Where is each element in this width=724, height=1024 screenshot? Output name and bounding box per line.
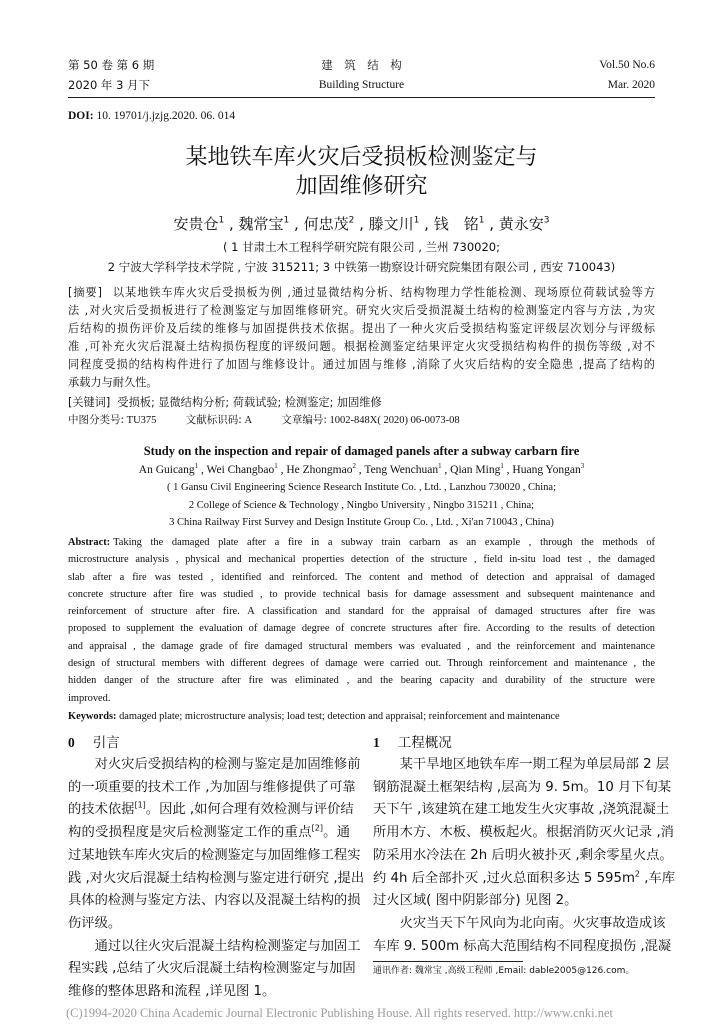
text-line (373, 777, 672, 800)
abstract-label: Abstract: (68, 537, 111, 548)
text-line (68, 320, 655, 338)
clc-label: 中图分类号: (68, 414, 125, 426)
doc-code-value: A (241, 415, 253, 426)
doc-code-label: 文献标识码: (185, 414, 242, 426)
title-line-2: 加固维修研究 (295, 174, 428, 199)
classification (68, 413, 460, 428)
section-1-title: 工程概况 (397, 735, 452, 751)
author: 滕文川 (368, 215, 414, 233)
text-segment: 法 ,对火灾后受损板进行了检测鉴定与加固维修研究。研究火灾后受损混凝土结构的检测鉴定内容与方法 ,为灾 (68, 304, 655, 317)
text-line (373, 868, 676, 891)
text-segment: 防采用水冷法在 2h 后明火被扑灭 ,剩余零星火点。 (373, 847, 673, 863)
article-title (68, 143, 655, 201)
volume-issue: 第 50 卷 第 6 期 (68, 58, 155, 72)
author: Wei Changbao (206, 464, 275, 476)
text-line (68, 754, 361, 777)
keywords-en-value: damaged plate; microstructure analysis; load test; detection and appraisal; reinforcement and maintenance (116, 711, 560, 722)
text-segment: 过火区域( 图中阴影部分) 见图 2。 (373, 893, 578, 909)
text-line (68, 777, 356, 800)
keywords-cn-value: 受损板; 显微结构分析; 荷载试验; 检测鉴定; 加固维修 (117, 396, 382, 409)
section-0-title: 引言 (92, 735, 120, 751)
title-en: Study on the inspection and repair of damaged panels after a subway carbarn fire (143, 444, 580, 458)
text-line (68, 620, 655, 637)
author: He Zhongmao (286, 464, 353, 476)
text-segment: improved. (68, 692, 111, 704)
text-segment: 伤评级。 (68, 915, 122, 931)
affiliation-cn-2: 2 宁波大学科学技术学院 , 宁波 315211; 3 中铁第一勘察设计研究院集团有限公司 , 西安 710043) (107, 260, 616, 274)
text-line (373, 822, 674, 845)
author: 何忠茂 (303, 215, 349, 233)
section-0-heading (68, 734, 120, 752)
affiliation-en-2: 2 College of Science & Technology , Ningbo University , Ningbo 315211 , China; (188, 500, 535, 511)
text-segment: ,车库 (639, 870, 676, 886)
issue-date-en: Mar. 2020 (607, 79, 655, 91)
citation-superscript: [2] (311, 823, 323, 833)
text-segment: 火灾当天下午风向为北向南。火灾事故造成该 (373, 915, 666, 931)
text-segment: 具体的检测与鉴定方法、内容以及混凝土结构的损 (68, 893, 361, 909)
text-segment: 。因此 ,如何合理有效检测与评价结 (145, 802, 354, 818)
text-line (68, 551, 655, 568)
footnote: 通讯作者: 魏常宝 ,高级工程师 ,Email: dable2005@126.com。 (373, 966, 635, 976)
text-line (68, 958, 356, 981)
author-affiliation-mark: 1 (274, 463, 278, 471)
text-segment: 维修的整体思路和流程 ,详见图 1。 (68, 984, 276, 1000)
author-affiliation-mark: 1 (283, 215, 290, 226)
article-no-label: 文章编号: (281, 414, 327, 426)
author-affiliation-mark: 1 (194, 463, 199, 471)
doi-value: 10. 19701/j.jzjg.2020. 06. 014 (93, 110, 236, 122)
text-line (68, 603, 655, 620)
text-segment: 某干旱地区地铁车库一期工程为单层局部 2 层 (373, 757, 670, 772)
section-1-body (373, 754, 676, 958)
section-0-body (68, 754, 365, 1004)
text-line (68, 890, 361, 913)
authors-cn: 安贵仓$^1$ , 魏常宝$^1$ , 何忠茂$^2$ , 滕文川$^1$ , 钱 铭$^1$ , 黄永安$^3$ (173, 215, 550, 233)
author: Qian Ming (450, 464, 501, 476)
text-line (68, 284, 655, 302)
citation-superscript: [1] (134, 800, 146, 810)
text-segment: concrete structure after fire was studied , to provide technical basis for damage assessment and subsequent maintenance and (68, 588, 655, 600)
text-line (68, 638, 655, 655)
text-line (68, 936, 361, 959)
text-line (68, 655, 655, 672)
abstract-en (68, 534, 655, 707)
text-segment: 的一项重要的技术工作 ,为加固与维修提供了可靠 (68, 779, 356, 795)
text-segment: reinforcement of structure after fire. A classification and standard for the appraisal of damaged structures after fire was (68, 606, 655, 618)
text-segment: 同程度受损的结构构件进行了加固与维修设计。通过加固与维修 ,消除了火灾后结构的安全隐患 ,提高了结构的 (68, 358, 655, 371)
text-segment: 钢筋混凝土框架结构 ,层高为 9. 5m。10 月下旬某 (373, 779, 672, 795)
text-segment: 对火灾后受损结构的检测与鉴定是加固维修前 (68, 757, 361, 772)
footnote-rule (373, 961, 523, 962)
article-no-value: 1002-848X( 2020) 06-0073-08 (326, 415, 460, 426)
text-segment: 过某地铁车库火灾后的检测鉴定与加固维修工程实 (68, 847, 361, 863)
text-line (68, 534, 655, 551)
keywords-cn (68, 395, 382, 410)
abstract-label: [摘要] (68, 286, 102, 299)
text-segment: design of structural members with different degrees of damage were carried out. Through reinforcement and maintenance , the (68, 658, 655, 670)
text-line (68, 569, 655, 586)
text-line (373, 754, 670, 777)
text-segment: 程实践 ,总结了火灾后混凝土结构检测鉴定与加固 (68, 961, 356, 977)
text-line (373, 936, 672, 959)
author: An Guicang (138, 464, 195, 476)
text-segment: 以某地铁车库火灾后受损板为例 ,通过显微结构分析、结构物理力学性能检测、现场原位荷载试验等方 (111, 286, 655, 299)
authors-en: An Guicang$^1$ , Wei Changbao$^1$ , He Zhongmao$^2$ , Teng Wenchuan$^1$ , Qian Ming$^1$ , Huang Yongan$^3$ (138, 463, 585, 476)
doi-label: DOI: (68, 110, 94, 122)
affiliation-cn-1: ( 1 甘肃土木工程科学研究院有限公司 , 兰州 730020; (222, 240, 500, 254)
text-line (68, 845, 361, 868)
keywords-cn-label: [关键词] (68, 396, 111, 409)
author-affiliation-mark: 1 (500, 463, 504, 471)
text-segment: 后结构的损伤评价及后续的维修与加固提供技术依据。提出了一种火灾后受损结构鉴定评级层次划分与评级标 (68, 322, 655, 335)
text-line (68, 799, 354, 822)
text-line (68, 356, 655, 374)
text-line (68, 338, 655, 356)
keywords-en-label: Keywords: (68, 711, 117, 722)
text-segment: hidden danger of the structure after fire was eliminated , and the bearing capacity and durability of the structure were (68, 675, 655, 687)
text-segment: 的技术依据 (68, 802, 135, 818)
volume-issue-en: Vol.50 No.6 (599, 59, 655, 71)
author-affiliation-mark: 1 (218, 215, 225, 226)
text-line (68, 374, 655, 392)
section-0-number: 0 (68, 735, 75, 750)
affiliation-en-3: 3 China Railway First Survey and Design Institute Group Co. , Ltd. , Xi'an 710043 , China) (169, 517, 554, 528)
author-affiliation-mark: 2 (348, 215, 355, 226)
text-line (68, 981, 350, 1004)
author-affiliation-mark: 3 (580, 463, 585, 471)
text-line (373, 913, 666, 936)
text-line (68, 822, 350, 845)
author: 钱 铭 (433, 215, 479, 233)
title-line-1: 某地铁车库火灾后受损板检测鉴定与 (185, 145, 538, 170)
author-affiliation-mark: 1 (478, 215, 485, 226)
text-segment: 。通 (322, 825, 351, 841)
issue-date: 2020 年 3 月下 (68, 78, 151, 92)
journal-name-en: Building Structure (318, 79, 405, 91)
author-affiliation-mark: 2 (352, 463, 356, 471)
text-line (68, 868, 365, 891)
text-segment: 践 ,对火灾后混凝土结构检测与鉴定进行研究 ,提出 (68, 870, 365, 886)
author: Huang Yongan (512, 464, 581, 476)
text-segment: and appraisal , the damage grade of fire damaged structural members was evaluated , and the reinforcement and maintenance (68, 640, 655, 652)
watermark: (C)1994-2020 China Academic Journal Electronic Publishing House. All rights reserved. http://www.cnki.net (66, 1006, 614, 1020)
text-line (68, 672, 655, 689)
text-segment: 承载力与耐久性。 (68, 376, 158, 389)
text-segment: microstructure analysis , physical and mechanical properties detection of the structure , field in-situ load test , the damaged (68, 554, 655, 566)
text-segment: slab after a fire was tested , identified and reinforced. The content and method of detection and appraisal of damaged (68, 571, 655, 583)
doi (68, 110, 235, 122)
text-line (68, 586, 655, 603)
author: 魏常宝 (238, 215, 284, 233)
text-segment: 约 4h 后全部扑灭 ,过火总面积多达 5 595m (373, 870, 635, 886)
text-segment: 构的受损程度是灾后检测鉴定工作的重点 (68, 825, 312, 841)
text-segment: proposed to supplement the evaluation of damage degree of concrete structures after fire. According to the results of detection (68, 623, 655, 635)
text-segment: 通过以往火灾后混凝土结构检测鉴定与加固工 (68, 938, 361, 954)
author: 黄永安 (498, 215, 544, 233)
section-1-number: 1 (373, 735, 380, 750)
author: Teng Wenchuan (364, 464, 439, 476)
clc-value: TU375 (124, 415, 157, 426)
text-segment: 所用木方、木板、模板起火。根据消防灭火记录 ,消 (373, 825, 674, 841)
text-segment: 车库 9. 500m 标高大范围结构不同程度损伤 ,混凝 (373, 938, 672, 954)
section-1-heading (373, 734, 452, 752)
author-affiliation-mark: 1 (413, 215, 420, 226)
journal-name-cn: 建 筑 结 构 (321, 58, 402, 72)
affiliation-en-1: ( 1 Gansu Civil Engineering Science Research Institute Co. , Ltd. , Lanzhou 730020 , China; (166, 482, 556, 493)
text-segment: 准 ,可补充火灾后混凝土结构损伤程度的评级问题。根据检测鉴定结果评定火灾受损结构构件的损伤等级 ,对不 (68, 340, 655, 353)
author-affiliation-mark: 3 (543, 215, 550, 226)
text-line (373, 890, 655, 913)
text-line (373, 799, 670, 822)
author: 安贵仓 (173, 215, 219, 233)
text-line (373, 845, 673, 868)
author-affiliation-mark: 1 (438, 463, 442, 471)
keywords-en (68, 710, 560, 724)
text-line (68, 302, 655, 320)
text-segment: 天下午 ,该建筑在建工地发生火灾事故 ,浇筑混凝土 (373, 802, 670, 818)
abstract-cn (68, 284, 655, 392)
text-line (68, 690, 655, 707)
text-segment: Taking the damaged plate after a fire in a subway train carbarn as an example , through the methods of (113, 537, 655, 548)
text-line (68, 913, 350, 936)
citation-superscript: 2 (634, 868, 640, 878)
header-rule (68, 97, 655, 98)
